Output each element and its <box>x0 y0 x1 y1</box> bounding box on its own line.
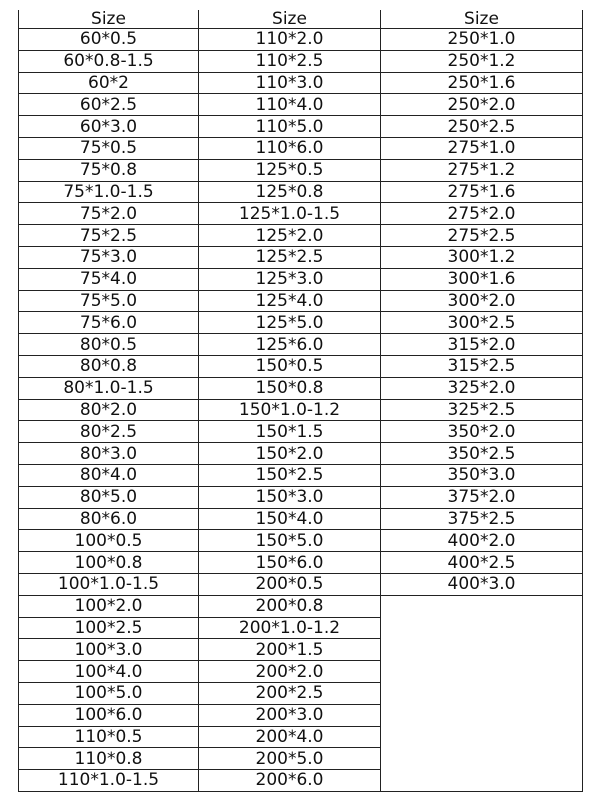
size-cell: 125*5.0 <box>199 312 381 334</box>
size-cell: 375*2.5 <box>381 508 583 530</box>
table-row <box>19 639 583 661</box>
table-row <box>19 595 583 617</box>
size-cell: 75*0.8 <box>19 159 199 181</box>
size-cell: 350*3.0 <box>381 464 583 486</box>
size-cell: 125*0.8 <box>199 181 381 203</box>
table-row <box>19 137 583 159</box>
size-cell: 400*2.0 <box>381 530 583 552</box>
size-cell: 80*6.0 <box>19 508 199 530</box>
size-cell: 110*4.0 <box>199 94 381 116</box>
column-header-2: Size <box>199 10 381 29</box>
size-cell: 325*2.5 <box>381 399 583 421</box>
size-cell: 150*1.0-1.2 <box>199 399 381 421</box>
size-cell: 60*2.5 <box>19 94 199 116</box>
table-row <box>19 421 583 443</box>
table-row <box>19 443 583 465</box>
table-row <box>19 508 583 530</box>
size-cell: 110*2.5 <box>199 50 381 72</box>
size-cell: 125*2.0 <box>199 225 381 247</box>
size-cell: 125*2.5 <box>199 246 381 268</box>
size-cell: 150*2.5 <box>199 464 381 486</box>
size-cell <box>381 682 583 704</box>
size-cell: 110*0.5 <box>19 726 199 748</box>
size-cell <box>381 639 583 661</box>
size-cell: 110*3.0 <box>199 72 381 94</box>
size-cell: 200*4.0 <box>199 726 381 748</box>
header-row <box>19 10 583 29</box>
size-cell: 200*0.5 <box>199 573 381 595</box>
size-table <box>18 10 583 792</box>
table-row <box>19 246 583 268</box>
size-cell: 300*2.5 <box>381 312 583 334</box>
size-cell: 75*1.0-1.5 <box>19 181 199 203</box>
size-cell: 315*2.5 <box>381 355 583 377</box>
table-row <box>19 290 583 312</box>
size-cell: 125*4.0 <box>199 290 381 312</box>
size-cell: 80*4.0 <box>19 464 199 486</box>
size-cell: 350*2.5 <box>381 443 583 465</box>
size-cell: 60*2 <box>19 72 199 94</box>
size-cell: 200*5.0 <box>199 748 381 770</box>
size-cell: 400*2.5 <box>381 552 583 574</box>
size-cell: 100*5.0 <box>19 682 199 704</box>
size-cell: 150*0.5 <box>199 355 381 377</box>
size-cell: 200*1.0-1.2 <box>199 617 381 639</box>
size-cell: 150*4.0 <box>199 508 381 530</box>
size-cell: 110*0.8 <box>19 748 199 770</box>
size-cell <box>381 617 583 639</box>
size-cell: 75*5.0 <box>19 290 199 312</box>
size-cell: 60*3.0 <box>19 116 199 138</box>
table-row <box>19 726 583 748</box>
size-cell: 125*0.5 <box>199 159 381 181</box>
table-row <box>19 50 583 72</box>
table-row <box>19 770 583 792</box>
size-cell: 300*1.6 <box>381 268 583 290</box>
size-cell: 400*3.0 <box>381 573 583 595</box>
size-cell <box>381 661 583 683</box>
table-row <box>19 704 583 726</box>
size-cell <box>381 704 583 726</box>
size-cell: 80*0.5 <box>19 334 199 356</box>
size-cell: 275*1.0 <box>381 137 583 159</box>
size-cell <box>381 595 583 617</box>
size-cell: 150*6.0 <box>199 552 381 574</box>
size-cell: 300*1.2 <box>381 246 583 268</box>
size-cell: 150*5.0 <box>199 530 381 552</box>
size-cell: 300*2.0 <box>381 290 583 312</box>
size-cell: 110*1.0-1.5 <box>19 770 199 792</box>
table-row <box>19 334 583 356</box>
size-cell: 275*2.0 <box>381 203 583 225</box>
size-cell: 200*2.5 <box>199 682 381 704</box>
size-cell: 150*3.0 <box>199 486 381 508</box>
table-row <box>19 225 583 247</box>
table-row <box>19 573 583 595</box>
size-cell: 275*1.6 <box>381 181 583 203</box>
size-cell: 125*6.0 <box>199 334 381 356</box>
table-row <box>19 486 583 508</box>
size-cell: 80*2.5 <box>19 421 199 443</box>
size-cell: 150*1.5 <box>199 421 381 443</box>
size-cell: 75*4.0 <box>19 268 199 290</box>
size-cell: 250*1.2 <box>381 50 583 72</box>
size-cell <box>381 726 583 748</box>
size-cell: 100*4.0 <box>19 661 199 683</box>
table-row <box>19 682 583 704</box>
size-cell: 75*6.0 <box>19 312 199 334</box>
table-row <box>19 399 583 421</box>
size-cell: 100*3.0 <box>19 639 199 661</box>
size-cell: 80*1.0-1.5 <box>19 377 199 399</box>
size-cell: 60*0.8-1.5 <box>19 50 199 72</box>
size-sheet <box>18 10 582 792</box>
size-cell: 200*2.0 <box>199 661 381 683</box>
size-cell: 100*0.5 <box>19 530 199 552</box>
table-row <box>19 159 583 181</box>
size-cell: 80*2.0 <box>19 399 199 421</box>
table-row <box>19 748 583 770</box>
size-table-header <box>19 10 583 29</box>
table-row <box>19 116 583 138</box>
size-cell: 110*2.0 <box>199 29 381 51</box>
size-cell: 100*6.0 <box>19 704 199 726</box>
size-cell: 150*2.0 <box>199 443 381 465</box>
size-cell: 80*5.0 <box>19 486 199 508</box>
column-header-3: Size <box>381 10 583 29</box>
size-cell: 100*0.8 <box>19 552 199 574</box>
size-cell: 315*2.0 <box>381 334 583 356</box>
table-row <box>19 29 583 51</box>
table-row <box>19 94 583 116</box>
size-cell <box>381 748 583 770</box>
table-row <box>19 552 583 574</box>
size-cell: 350*2.0 <box>381 421 583 443</box>
size-cell <box>381 770 583 792</box>
size-cell: 250*1.0 <box>381 29 583 51</box>
size-cell: 200*1.5 <box>199 639 381 661</box>
size-cell: 75*2.0 <box>19 203 199 225</box>
size-cell: 75*3.0 <box>19 246 199 268</box>
table-row <box>19 464 583 486</box>
size-cell: 200*0.8 <box>199 595 381 617</box>
size-cell: 250*2.5 <box>381 116 583 138</box>
size-cell: 75*2.5 <box>19 225 199 247</box>
size-cell: 125*3.0 <box>199 268 381 290</box>
table-row <box>19 312 583 334</box>
table-row <box>19 617 583 639</box>
size-cell: 375*2.0 <box>381 486 583 508</box>
table-row <box>19 268 583 290</box>
size-cell: 125*1.0-1.5 <box>199 203 381 225</box>
size-cell: 275*2.5 <box>381 225 583 247</box>
table-row <box>19 181 583 203</box>
size-cell: 150*0.8 <box>199 377 381 399</box>
size-cell: 100*2.5 <box>19 617 199 639</box>
table-row <box>19 355 583 377</box>
size-table-body <box>19 29 583 792</box>
size-cell: 110*6.0 <box>199 137 381 159</box>
table-row <box>19 661 583 683</box>
size-cell: 110*5.0 <box>199 116 381 138</box>
size-cell: 200*6.0 <box>199 770 381 792</box>
size-cell: 250*1.6 <box>381 72 583 94</box>
size-cell: 80*0.8 <box>19 355 199 377</box>
size-cell: 80*3.0 <box>19 443 199 465</box>
table-row <box>19 377 583 399</box>
size-cell: 325*2.0 <box>381 377 583 399</box>
size-cell: 60*0.5 <box>19 29 199 51</box>
size-cell: 250*2.0 <box>381 94 583 116</box>
size-cell: 275*1.2 <box>381 159 583 181</box>
table-row <box>19 72 583 94</box>
column-header-1: Size <box>19 10 199 29</box>
size-cell: 75*0.5 <box>19 137 199 159</box>
table-row <box>19 203 583 225</box>
table-row <box>19 530 583 552</box>
size-cell: 100*1.0-1.5 <box>19 573 199 595</box>
size-cell: 200*3.0 <box>199 704 381 726</box>
size-cell: 100*2.0 <box>19 595 199 617</box>
